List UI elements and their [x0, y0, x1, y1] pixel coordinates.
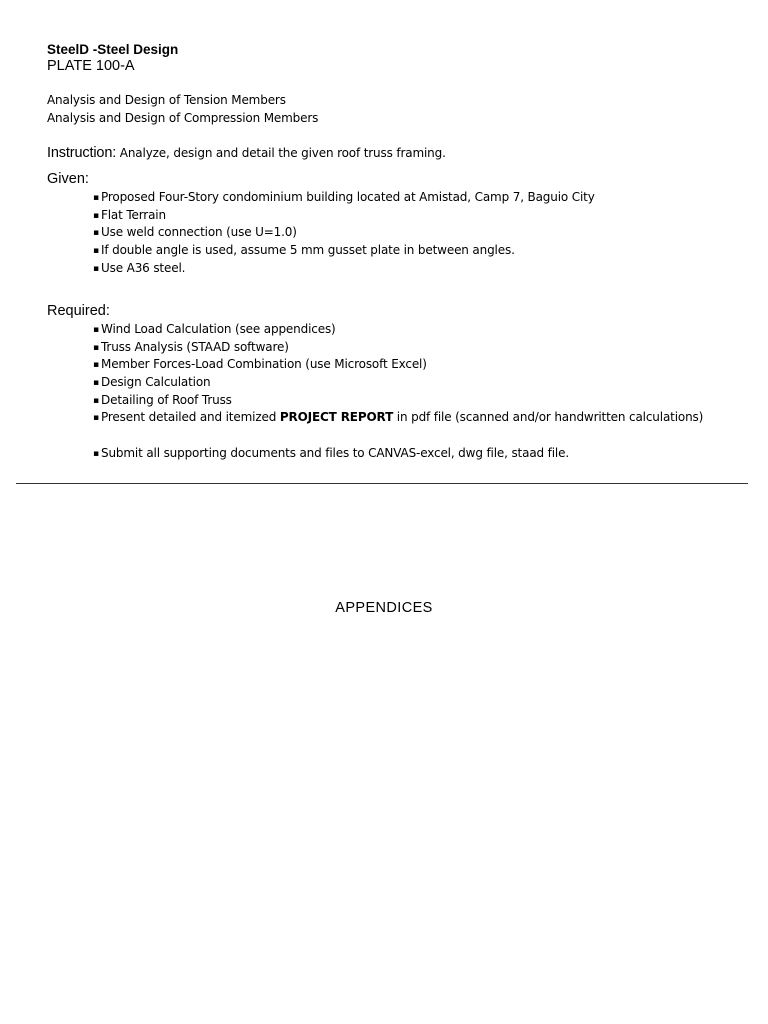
bullet-icon: ▪	[93, 413, 99, 424]
required-item: ▪ Wind Load Calculation (see appendices)	[93, 321, 703, 339]
bullet-icon: ▪	[93, 325, 99, 335]
topic-tension-members: Analysis and Design of Tension Members	[47, 93, 286, 107]
given-item: ▪ Use A36 steel.	[93, 260, 595, 278]
bullet-icon: ▪	[93, 449, 99, 459]
document-title: SteelD -Steel Design	[47, 42, 179, 57]
bullet-icon: ▪	[93, 228, 99, 239]
given-item: ▪ If double angle is used, assume 5 mm gusset plate in between angles.	[93, 242, 595, 260]
topic-compression-members: Analysis and Design of Compression Members	[47, 111, 319, 125]
instruction-text: Analyze, design and detail the given roof truss framing.	[119, 146, 446, 160]
bullet-icon: ▪	[93, 193, 99, 203]
required-item: ▪ Member Forces-Load Combination (use Microsoft Excel)	[93, 356, 703, 374]
bullet-icon: ▪	[93, 378, 99, 389]
required-heading: Required:	[47, 303, 110, 319]
bullet-icon: ▪	[93, 360, 99, 371]
bullet-icon: ▪	[93, 342, 99, 353]
given-item: ▪ Flat Terrain	[93, 207, 595, 225]
required-item-project-report: ▪ Present detailed and itemized PROJECT REPORT in pdf file (scanned and/or handwritten calculations)	[93, 409, 703, 427]
bullet-icon: ▪	[93, 246, 99, 257]
given-item: ▪ Use weld connection (use U=1.0)	[93, 224, 595, 242]
instruction-line	[47, 145, 446, 161]
required-item: ▪ Truss Analysis (STAAD software)	[93, 339, 703, 357]
given-item: ▪ Proposed Four-Story condominium building located at Amistad, Camp 7, Baguio City	[93, 189, 595, 207]
submit-instruction: ▪ Submit all supporting documents and files to CANVAS-excel, dwg file, staad file.	[93, 446, 569, 460]
appendices-heading: APPENDICES	[335, 600, 433, 616]
bullet-icon: ▪	[93, 263, 99, 274]
given-list	[93, 189, 595, 277]
given-heading: Given:	[47, 171, 89, 187]
instruction-label: Instruction:	[47, 145, 117, 161]
plate-number: PLATE 100-A	[47, 58, 135, 74]
required-item: ▪ Detailing of Roof Truss	[93, 392, 703, 410]
required-item: ▪ Design Calculation	[93, 374, 703, 392]
bullet-icon: ▪	[93, 395, 99, 406]
required-list	[93, 321, 703, 427]
section-divider	[16, 483, 748, 484]
project-report-emphasis: PROJECT REPORT	[279, 410, 394, 425]
bullet-icon: ▪	[93, 210, 99, 221]
